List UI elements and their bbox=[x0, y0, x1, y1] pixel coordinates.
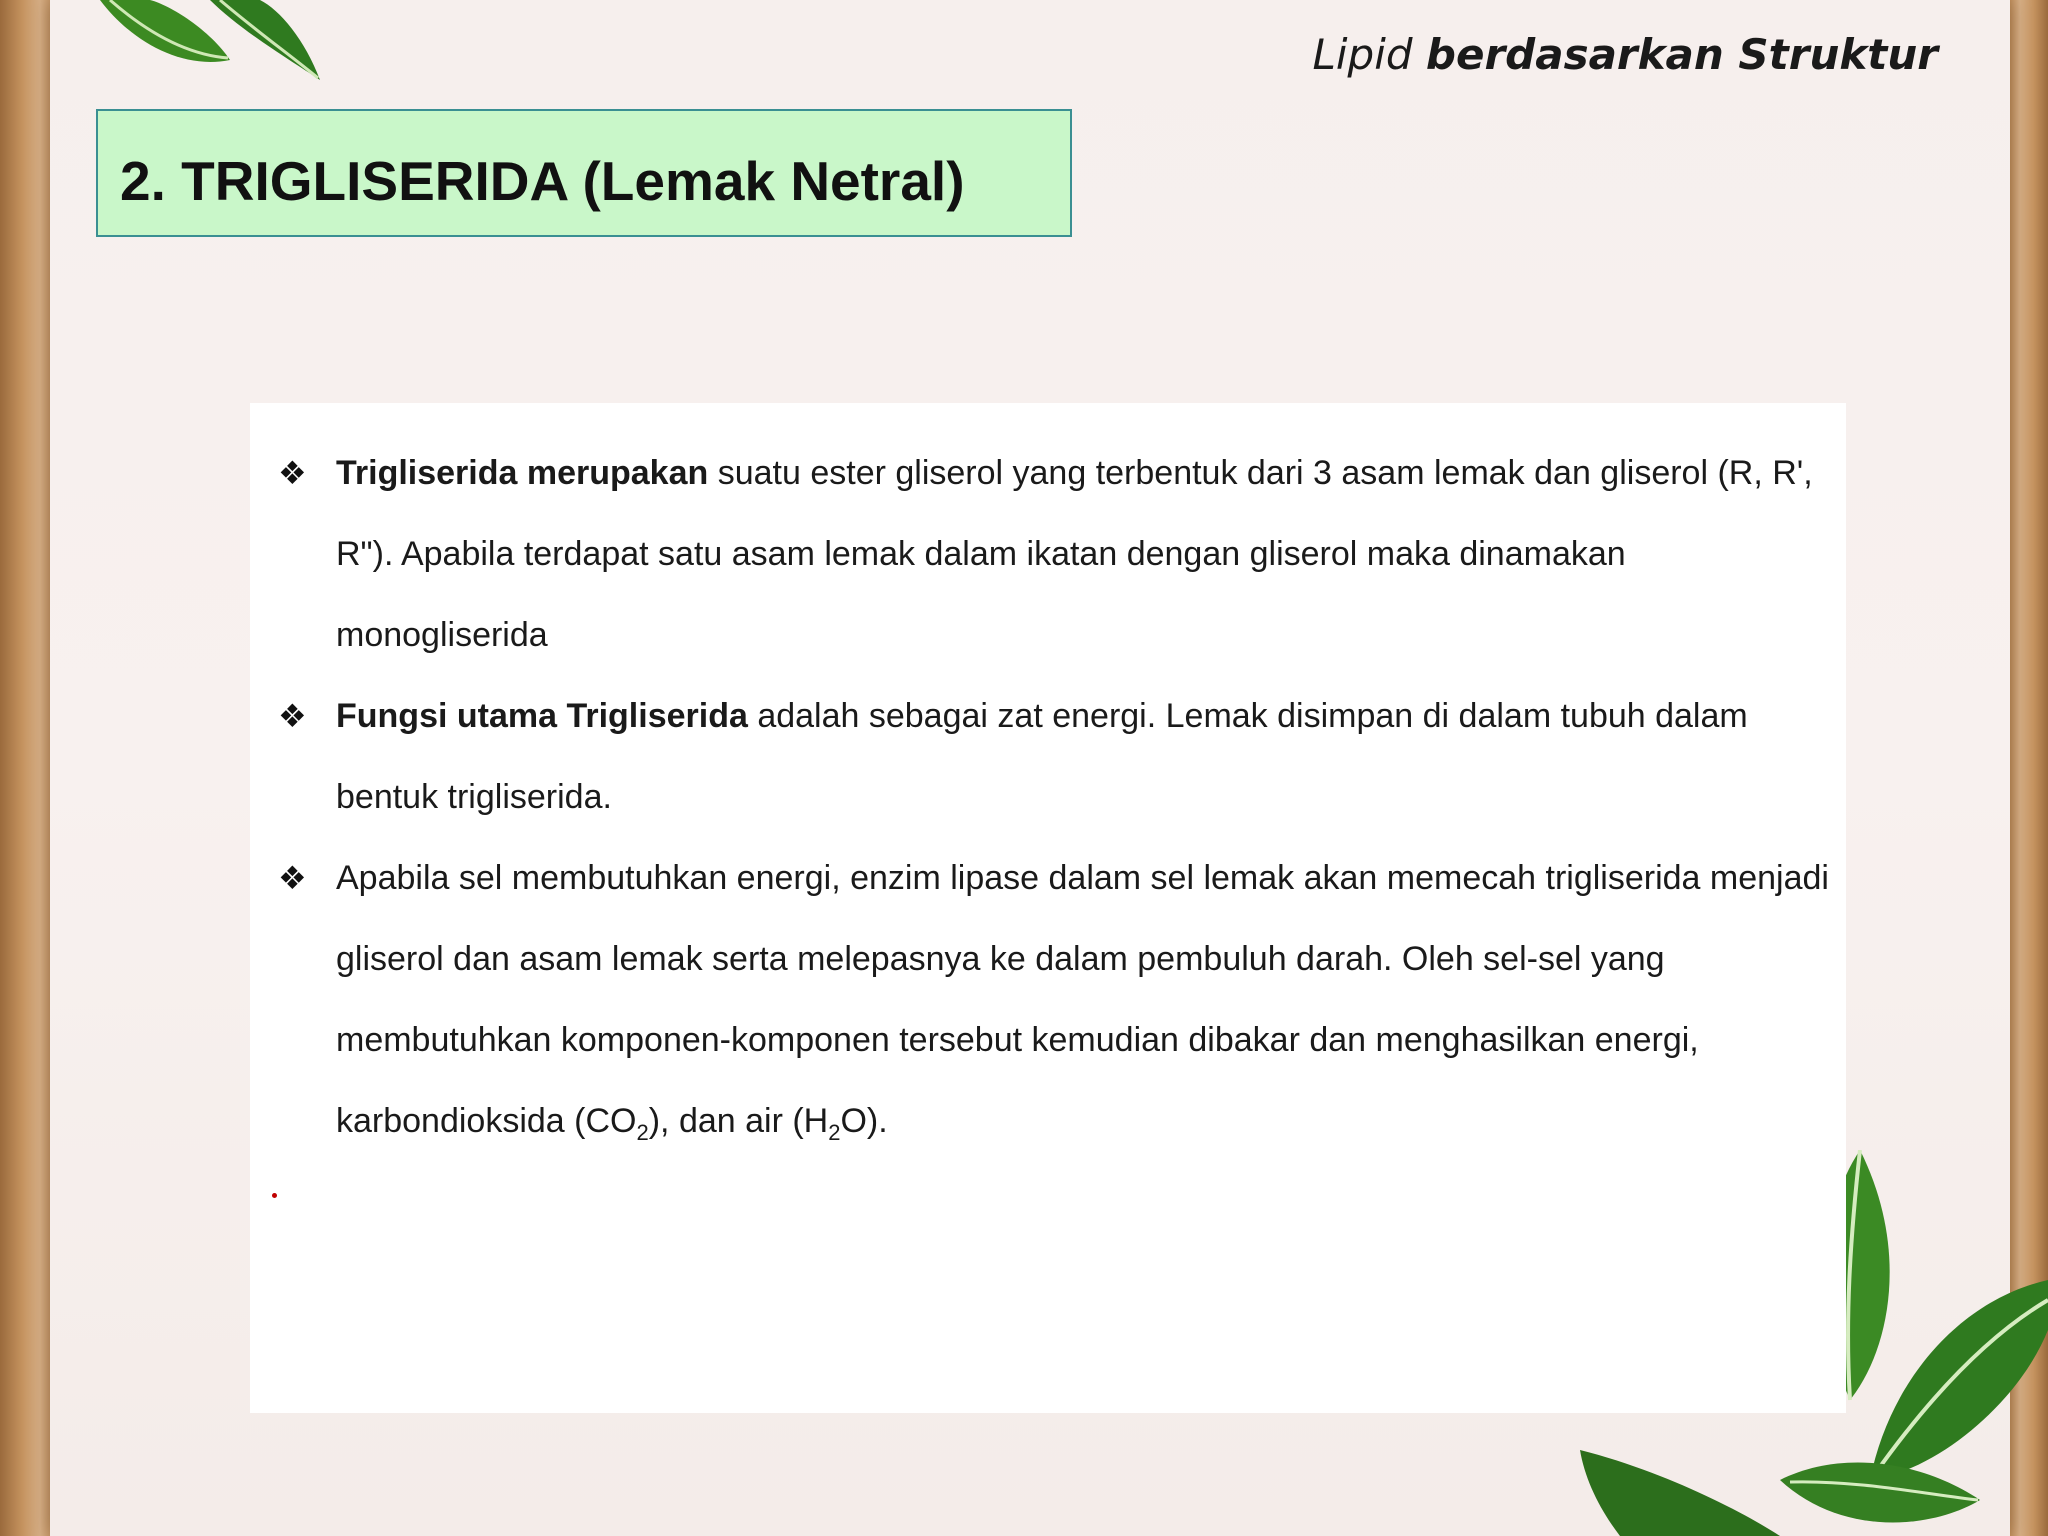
bullet-bold-text: Trigliserida merupakan bbox=[336, 454, 709, 492]
bullet-text: Apabila sel membutuhkan energi, enzim lipase dalam sel lemak akan memecah trigliserida menjadi gliserol dan asam lemak serta melepasnya ke dalam pembuluh darah. Oleh sel-sel yang membutuhkan komponen-komponen tersebut kemudian dibakar dan menghasilkan energi, karbondioksida (CO bbox=[336, 859, 1829, 1140]
list-item bbox=[270, 433, 1830, 676]
header-title bbox=[1312, 30, 1938, 79]
four-diamond-bullet-icon: ❖ bbox=[278, 455, 307, 491]
red-dot bbox=[272, 1193, 277, 1198]
four-diamond-bullet-icon: ❖ bbox=[278, 698, 307, 734]
bullet-text: O). bbox=[840, 1102, 888, 1140]
leaf-icon bbox=[90, 0, 330, 90]
four-diamond-bullet-icon: ❖ bbox=[278, 860, 307, 896]
bullet-bold-text: Fungsi utama Trigliserida bbox=[336, 697, 748, 735]
header-title-italic: Lipid bbox=[1312, 30, 1413, 79]
subscript: 2 bbox=[636, 1119, 649, 1145]
header-title-bold: berdasarkan Struktur bbox=[1425, 30, 1938, 79]
list-item bbox=[270, 838, 1830, 1162]
list-item bbox=[270, 676, 1830, 838]
content-box bbox=[250, 403, 1846, 1413]
bullet-text: suatu ester gliserol yang terbentuk dari 3 asam lemak dan gliserol (R, R', R"). Apabila terdapat satu asam lemak dalam ikatan dengan gliserol maka dinamakan monogliserida bbox=[336, 454, 1813, 654]
bullet-text: adalah sebagai zat energi. Lemak disimpan di dalam tubuh dalam bentuk trigliserida. bbox=[336, 697, 1748, 816]
bullet-text: ), dan air (H bbox=[648, 1102, 829, 1140]
subscript: 2 bbox=[828, 1119, 841, 1145]
bullet-list bbox=[270, 433, 1830, 1162]
title-box bbox=[96, 109, 1072, 237]
page-title: 2. TRIGLISERIDA (Lemak Netral) bbox=[120, 150, 965, 212]
